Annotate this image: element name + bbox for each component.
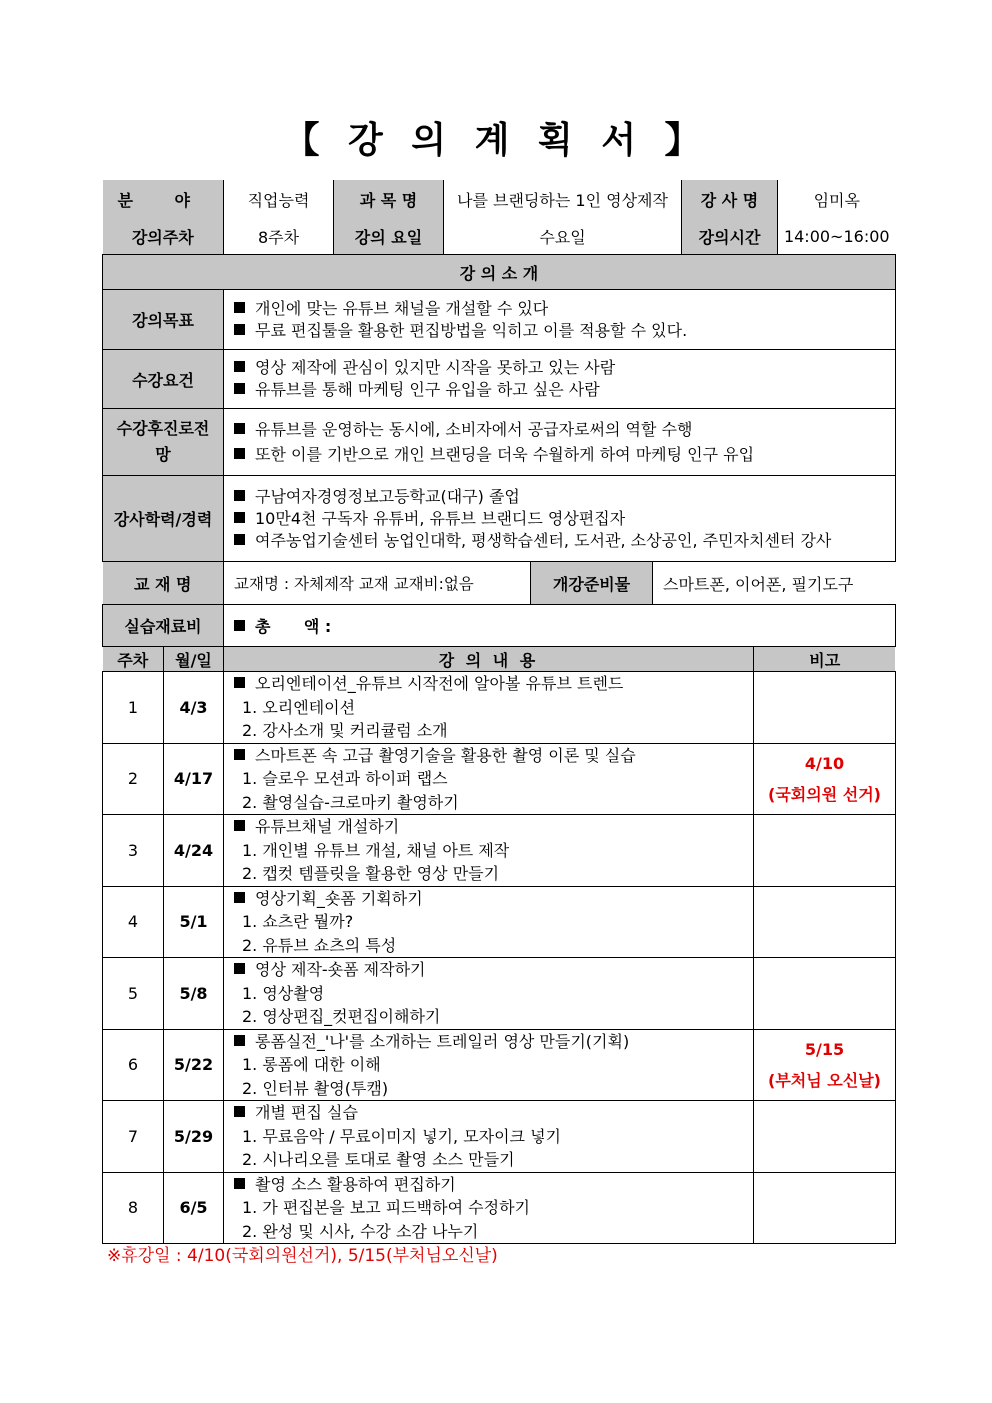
section-goal-items — [224, 290, 896, 350]
date-cell: 4/24 — [164, 815, 224, 887]
week-cell: 4 — [103, 886, 164, 958]
date-cell: 5/22 — [164, 1029, 224, 1101]
page-title: 【 강 의 계 획 서 】 — [283, 120, 709, 161]
table-row — [103, 958, 896, 1030]
section-label-goal: 강의목표 — [103, 290, 224, 350]
content-title: 영상기획_숏폼 기획하기 — [234, 887, 753, 911]
note-cell — [754, 886, 896, 958]
note-cell — [754, 1029, 896, 1101]
content-item: 2. 영상편집_컷편집이해하기 — [242, 1007, 441, 1026]
list-item: 10만4천 구독자 유튜버, 유튜브 브랜디드 영상편집자 — [234, 508, 895, 530]
content-cell — [224, 1101, 754, 1173]
square-bullet-icon — [234, 448, 245, 459]
week-cell: 2 — [103, 743, 164, 815]
table-row — [103, 743, 896, 815]
list-item: 구남여자경영정보고등학교(대구) 졸업 — [234, 486, 895, 508]
note-cell — [754, 815, 896, 887]
intro-header: 강 의 소 개 — [103, 255, 896, 290]
content-item: 1. 개인별 유튜브 개설, 채널 아트 제작 — [242, 840, 510, 860]
week-cell: 5 — [103, 958, 164, 1030]
week-cell: 8 — [103, 1172, 164, 1244]
holiday-footnote: ※휴강일 : 4/10(국회의원선거), 5/15(부처님오신날) — [107, 1246, 498, 1266]
content-cell — [224, 1029, 754, 1101]
content-item: 2. 완성 및 시사, 수강 소감 나누기 — [242, 1221, 479, 1241]
content-title: 스마트폰 속 고급 촬영기술을 활용한 촬영 이론 및 실습 — [234, 744, 753, 768]
week-cell: 1 — [103, 672, 164, 744]
section-label-instructor-bio: 강사학력/경력 — [103, 476, 224, 562]
materials-label: 실습재료비 — [103, 605, 224, 647]
field-value: 직업능력 — [224, 180, 334, 218]
note-date: 4/10 — [804, 753, 845, 773]
course-value: 나를 브랜딩하는 1인 영상제작 — [444, 180, 682, 218]
content-item: 2. 시나리오를 토대로 촬영 소스 만들기 — [242, 1150, 515, 1169]
prep-label: 개강준비물 — [531, 562, 653, 604]
square-bullet-icon — [234, 302, 245, 313]
list-item: 또한 이를 기반으로 개인 브랜딩을 더욱 수월하게 하여 마케팅 인구 유입 — [234, 442, 895, 467]
square-bullet-icon — [234, 490, 245, 501]
square-bullet-icon — [234, 620, 245, 631]
section-requirements-items — [224, 350, 896, 409]
note-date: 5/15 — [804, 1039, 845, 1059]
date-cell: 4/17 — [164, 743, 224, 815]
date-cell: 4/3 — [164, 672, 224, 744]
content-cell — [224, 958, 754, 1030]
section-label-career: 수강후진로전망 — [103, 409, 224, 476]
instructor-label: 강 사 명 — [682, 180, 778, 218]
week-cell: 7 — [103, 1101, 164, 1173]
list-item: 여주농업기술센터 농업인대학, 평생학습센터, 도서관, 소상공인, 주민자치센터 강사 — [234, 530, 895, 552]
note-cell — [754, 743, 896, 815]
content-item: 2. 캡컷 템플릿을 활용한 영상 만들기 — [242, 864, 500, 883]
list-item: 무료 편집툴을 활용한 편집방법을 익히고 이를 적용할 수 있다. — [234, 320, 895, 342]
content-title: 촬영 소스 활용하여 편집하기 — [234, 1173, 753, 1197]
day-label: 강의 요일 — [334, 218, 444, 254]
square-bullet-icon — [234, 820, 245, 831]
field-label: 분 야 — [103, 180, 224, 218]
textbook-label: 교 재 명 — [103, 562, 224, 604]
time-value: 14:00~16:00 — [778, 218, 896, 254]
date-cell: 6/5 — [164, 1172, 224, 1244]
list-item: 개인에 맞는 유튜브 채널을 개설할 수 있다 — [234, 298, 895, 320]
content-cell — [224, 1172, 754, 1244]
content-item: 1. 오리엔테이션 — [242, 697, 356, 717]
section-career-items — [224, 409, 896, 476]
list-item: 유튜브를 통해 마케팅 인구 유입을 하고 싶은 사람 — [234, 379, 895, 401]
date-cell: 5/1 — [164, 886, 224, 958]
lecture-plan-table — [102, 180, 896, 672]
schedule-header-note: 비고 — [754, 647, 896, 672]
square-bullet-icon — [234, 1106, 245, 1117]
table-row — [103, 815, 896, 887]
section-label-requirements: 수강요건 — [103, 350, 224, 409]
square-bullet-icon — [234, 423, 245, 434]
note-reason: (부처님 오신날) — [768, 1070, 881, 1090]
content-item: 1. 영상촬영 — [242, 983, 325, 1003]
schedule-header-date: 월/일 — [164, 647, 224, 672]
time-label: 강의시간 — [682, 218, 778, 254]
note-reason: (국회의원 선거) — [768, 784, 881, 804]
schedule-table — [102, 671, 896, 1244]
week-cell: 6 — [103, 1029, 164, 1101]
square-bullet-icon — [234, 892, 245, 903]
table-row — [103, 672, 896, 744]
note-cell — [754, 1101, 896, 1173]
content-cell — [224, 815, 754, 887]
date-cell: 5/29 — [164, 1101, 224, 1173]
content-item: 1. 쇼츠란 뭘까? — [242, 912, 354, 931]
textbook-value: 교재명 : 자체제작 교재 교재비:없음 — [224, 562, 531, 604]
square-bullet-icon — [234, 512, 245, 523]
week-cell: 3 — [103, 815, 164, 887]
weeks-value: 8주차 — [224, 218, 334, 254]
content-item: 1. 무료음악 / 무료이미지 넣기, 모자이크 넣기 — [242, 1126, 562, 1146]
square-bullet-icon — [234, 383, 245, 394]
content-cell — [224, 886, 754, 958]
square-bullet-icon — [234, 1035, 245, 1046]
note-cell — [754, 672, 896, 744]
course-label: 과 목 명 — [334, 180, 444, 218]
content-title: 롱폼실전_'나'를 소개하는 트레일러 영상 만들기(기획) — [234, 1030, 753, 1054]
content-item: 2. 강사소개 및 커리큘럼 소개 — [242, 721, 448, 740]
square-bullet-icon — [234, 361, 245, 372]
content-item: 1. 가 편집본을 보고 피드백하여 수정하기 — [242, 1198, 530, 1217]
list-item: 유튜브를 운영하는 동시에, 소비자에서 공급자로써의 역할 수행 — [234, 417, 895, 442]
content-title: 유튜브채널 개설하기 — [234, 815, 753, 839]
square-bullet-icon — [234, 534, 245, 545]
table-row — [103, 1029, 896, 1101]
weeks-label: 강의주차 — [103, 218, 224, 254]
prep-value: 스마트폰, 이어폰, 필기도구 — [653, 562, 896, 604]
content-title: 영상 제작-숏폼 제작하기 — [234, 958, 753, 982]
content-title: 오리엔테이션_유튜브 시작전에 알아볼 유튜브 트렌드 — [234, 672, 753, 696]
square-bullet-icon — [234, 324, 245, 335]
table-row — [103, 1101, 896, 1173]
table-row — [103, 1172, 896, 1244]
note-cell — [754, 958, 896, 1030]
date-cell: 5/8 — [164, 958, 224, 1030]
schedule-header-content: 강 의 내 용 — [224, 647, 754, 672]
content-cell — [224, 743, 754, 815]
content-item: 1. 롱폼에 대한 이해 — [242, 1055, 381, 1074]
content-item: 2. 유튜브 쇼츠의 특성 — [242, 935, 397, 955]
note-cell — [754, 1172, 896, 1244]
day-value: 수요일 — [444, 218, 682, 254]
instructor-value: 임미옥 — [778, 180, 896, 218]
content-item: 2. 인터뷰 촬영(투캠) — [242, 1078, 389, 1098]
list-item: 영상 제작에 관심이 있지만 시작을 못하고 있는 사람 — [234, 357, 895, 379]
materials-value: 총 액 : — [224, 605, 896, 647]
table-row — [103, 886, 896, 958]
content-item: 1. 슬로우 모션과 하이퍼 랩스 — [242, 769, 448, 788]
square-bullet-icon — [234, 963, 245, 974]
square-bullet-icon — [234, 677, 245, 688]
square-bullet-icon — [234, 749, 245, 760]
schedule-header-week: 주차 — [103, 647, 164, 672]
content-item: 2. 촬영실습-크로마키 촬영하기 — [242, 792, 459, 812]
content-cell — [224, 672, 754, 744]
square-bullet-icon — [234, 1178, 245, 1189]
section-instructor-bio-items — [224, 476, 896, 562]
content-title: 개별 편집 실습 — [234, 1101, 753, 1125]
